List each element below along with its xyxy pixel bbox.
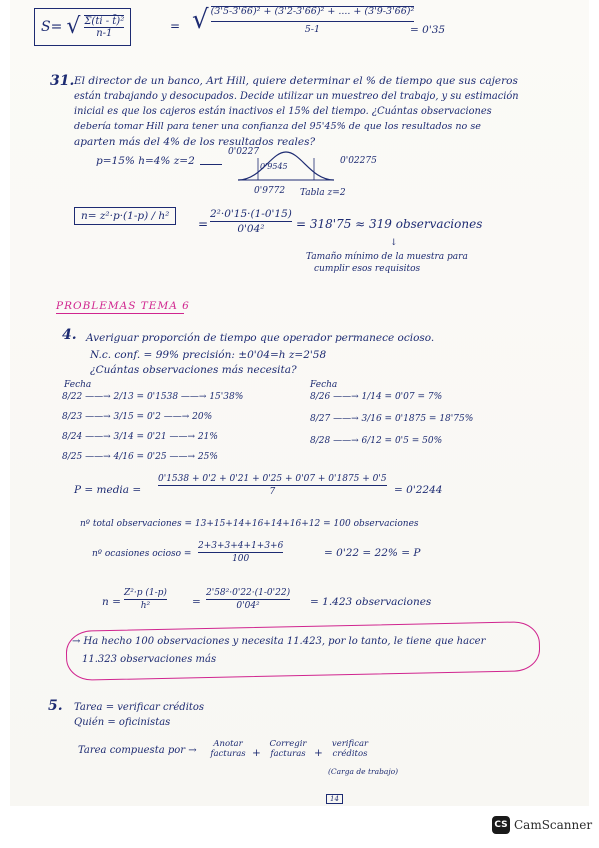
data-row-left-1: 8/22 ——→ 2/13 = 0'1538 ——→ 15'38%	[62, 392, 244, 402]
expansion-fraction	[211, 6, 415, 36]
idle-count-fraction	[198, 541, 283, 565]
data-row-left-4: 8/25 ——→ 4/16 = 0'25 ——→ 25%	[62, 452, 218, 462]
std-dev-expansion	[192, 6, 414, 36]
problem-31-line3: inicial es que los cajeros están inactivos el 15% del tiempo. ¿Cuántas observaciones	[74, 106, 492, 117]
date-header-left: Fecha	[64, 380, 92, 390]
problem-5-number: 5.	[48, 698, 63, 714]
n-values-bar	[206, 599, 290, 600]
n-values-fraction	[206, 588, 290, 612]
fraction-bar-2	[211, 21, 415, 22]
equals-sign-n: =	[192, 596, 201, 608]
radical-sign-2: √	[192, 5, 209, 35]
plus-sign-1: +	[252, 747, 261, 759]
subtask-verify-credits: verificar créditos	[331, 739, 369, 759]
fraction-numerator-31: 2²·0'15·(1-0'15)	[210, 208, 292, 220]
std-dev-denominator: n-1	[96, 28, 113, 39]
problem-4-line1: Averiguar proporción de tiempo que operador permanece ocioso.	[86, 332, 435, 344]
idle-count-lhs: nº ocasiones ocioso =	[92, 549, 192, 559]
n-result: = 1.423 observaciones	[310, 596, 432, 608]
note-line1: Tamaño mínimo de la muestra para	[306, 252, 468, 262]
n-formula-bar	[124, 599, 167, 600]
std-dev-result: = 0'35	[410, 24, 446, 36]
distribution-right-value: 0'02275	[340, 156, 377, 166]
scanned-page	[10, 0, 589, 806]
problem-31-line1: El director de un banco, Art Hill, quiere determinar el % de tiempo que sus cajeros	[74, 75, 518, 87]
problem-31-number: 31.	[50, 73, 75, 89]
std-dev-lhs: S=	[41, 18, 63, 35]
idle-count-denominator: 100	[232, 554, 250, 565]
distribution-top-value: 0'0227	[228, 147, 260, 157]
idle-count-fraction-bar	[198, 552, 283, 553]
distribution-center-value: 0'9545	[260, 162, 288, 171]
table-reference: Tabla z=2	[300, 188, 346, 198]
n-values-numerator: 2'58²·0'22·(1-0'22)	[206, 588, 291, 598]
idle-count-result: = 0'22 = 22% = P	[324, 547, 421, 559]
media-denominator: 7	[269, 487, 276, 498]
total-observations: nº total observaciones = 13+15+14+16+14+16+12 = 100 observaciones	[80, 519, 419, 529]
n-formula-fraction	[124, 588, 167, 612]
camscanner-watermark	[492, 816, 592, 834]
radical-sign: √	[66, 14, 81, 40]
distribution-bottom-value: 0'9772	[254, 186, 286, 196]
n-lhs: n =	[102, 596, 121, 608]
n-values-denominator: 0'04²	[236, 601, 260, 612]
sample-size-fraction-31	[210, 208, 292, 235]
equals-sign-31: =	[198, 217, 209, 231]
section-title-underline	[56, 313, 184, 314]
equals-sign: =	[170, 19, 181, 33]
media-fraction	[158, 474, 387, 498]
data-row-right-3: 8/28 ——→ 6/12 = 0'5 = 50%	[310, 436, 443, 446]
media-fraction-bar	[158, 485, 387, 486]
conclusion-line1: → Ha hecho 100 observaciones y necesita 11.423, por lo tanto, le tiene que hacer	[72, 636, 486, 647]
data-row-right-2: 8/27 ——→ 3/16 = 0'1875 = 18'75%	[310, 414, 474, 424]
date-header-right: Fecha	[310, 380, 338, 390]
problem-31-line5: aparten más del 4% de los resultados reales?	[74, 136, 316, 148]
expansion-numerator: (3'5-3'66)² + (3'2-3'66)² + .... + (3'9-3'66)²	[210, 6, 415, 18]
conclusion-line2: 11.323 observaciones más	[82, 654, 217, 665]
media-result: = 0'2244	[394, 484, 443, 496]
arrow-line	[200, 164, 222, 165]
camscanner-logo-icon: CS	[492, 816, 510, 834]
section-title: PROBLEMAS TEMA 6	[56, 300, 190, 312]
data-row-left-2: 8/23 ——→ 3/15 = 0'2 ——→ 20%	[62, 412, 213, 422]
camscanner-brand: CamScanner	[514, 818, 593, 832]
sample-size-result-31: = 318'75 ≈ 319 observaciones	[296, 217, 483, 231]
data-row-right-1: 8/26 ——→ 1/14 = 0'07 = 7%	[310, 392, 443, 402]
plus-sign-2: +	[314, 747, 323, 759]
subtask-correct-invoices: Corregir facturas	[269, 739, 307, 759]
subtask-annotate-invoices: Anotar facturas	[210, 739, 246, 759]
data-row-left-3: 8/24 ——→ 3/14 = 0'21 ——→ 21%	[62, 432, 218, 442]
fraction-bar-31	[210, 221, 292, 222]
problem-5-line2: Quién = oficinistas	[74, 717, 171, 728]
sample-size-formula-box: n= z²·p·(1-p) / h²	[74, 207, 176, 225]
media-numerator: 0'1538 + 0'2 + 0'21 + 0'25 + 0'07 + 0'1875 + 0'5	[158, 474, 387, 484]
media-lhs: P = media =	[74, 484, 142, 496]
problem-4-line3: ¿Cuántas observaciones más necesita?	[90, 364, 297, 376]
idle-count-numerator: 2+3+3+4+1+3+6	[198, 541, 284, 551]
down-arrow: ↓	[390, 238, 398, 248]
fraction-denominator-31: 0'04²	[237, 223, 265, 236]
problem-4-line2: N.c. conf. = 99% precisión: ±0'04=h z=2'58	[90, 349, 327, 361]
problem-31-givens: p=15% h=4% z=2	[96, 155, 195, 167]
problem-31-line2: están trabajando y desocupados. Decide utilizar un muestreo del trabajo, y su estimación	[74, 91, 519, 102]
problem-31-line4: debería tomar Hill para tener una confianza del 95'45% de que los resultados no se	[74, 121, 481, 132]
expansion-denominator: 5-1	[304, 23, 321, 35]
n-formula-denominator: h²	[140, 601, 151, 612]
workload-note: (Carga de trabajo)	[328, 767, 399, 776]
n-formula-numerator: Z²·p (1-p)	[124, 588, 167, 598]
problem-4-number: 4.	[62, 327, 77, 343]
conclusion-highlight-box	[66, 621, 541, 681]
std-dev-formula-box	[34, 8, 131, 46]
problem-5-line3: Tarea compuesta por →	[78, 745, 197, 756]
page-mark: 14	[326, 794, 343, 804]
std-dev-numerator: Σ(ti - t̄)²	[84, 15, 125, 27]
problem-5-line1: Tarea = verificar créditos	[74, 702, 205, 713]
std-dev-fraction	[84, 15, 124, 40]
note-line2: cumplir esos requisitos	[314, 264, 421, 274]
